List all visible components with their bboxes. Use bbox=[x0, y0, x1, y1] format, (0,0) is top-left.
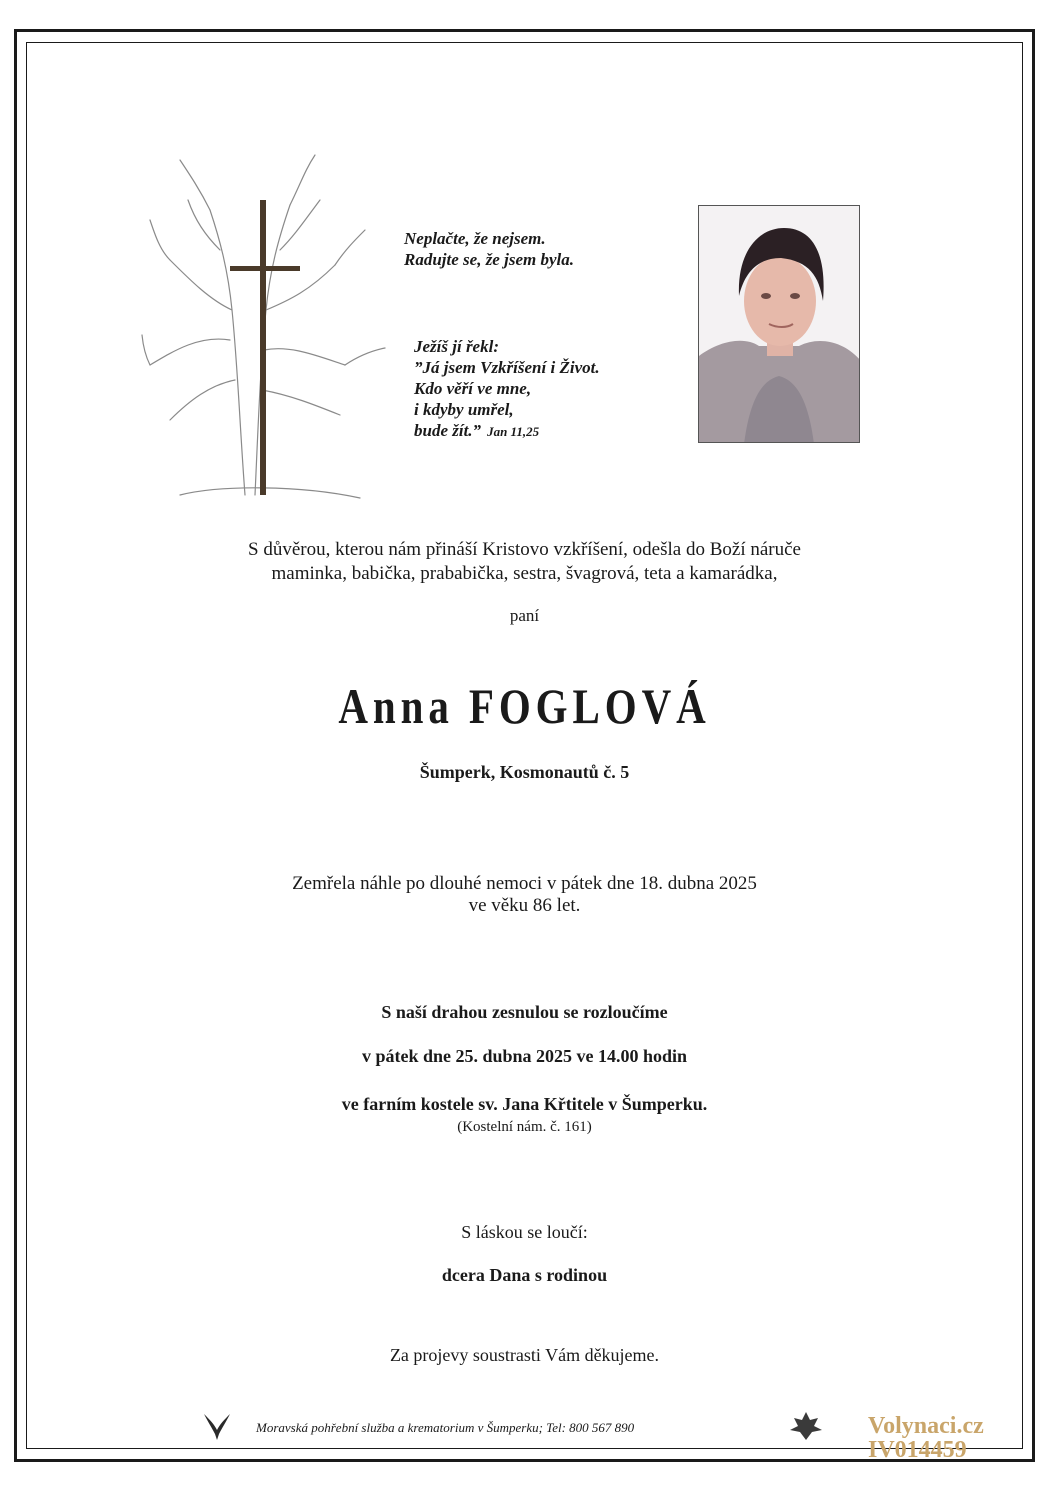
tree-with-cross-illustration bbox=[140, 150, 390, 510]
ceremony-line4: (Kostelní nám. č. 161) bbox=[457, 1119, 592, 1135]
bible-quote-line5: bude žít.” bbox=[414, 421, 482, 440]
footer-text: Moravská pohřební služba a krematorium v Šumperku; Tel: 800 567 890 bbox=[256, 1420, 635, 1435]
address: Šumperk, Kosmonautů č. 5 bbox=[419, 762, 630, 782]
farewell-label: S láskou se loučí: bbox=[461, 1222, 588, 1242]
portrait-photo bbox=[698, 205, 860, 443]
watermark-line2: IV014459 bbox=[868, 1437, 967, 1463]
family-name: dcera Dana s rodinou bbox=[441, 1265, 608, 1285]
watermark bbox=[868, 1414, 984, 1462]
death-line1: Zemřela náhle po dlouhé nemoci v pátek dne 18. dubna 2025 bbox=[292, 873, 757, 894]
watermark-line1: Volynaci.cz bbox=[868, 1413, 984, 1439]
intro-text bbox=[26, 538, 1023, 586]
bible-reference: Jan 11,25 bbox=[487, 424, 540, 439]
ceremony-line2: v pátek dne 25. dubna 2025 ve 14.00 hodin bbox=[361, 1046, 688, 1066]
quote-top-line1: Neplačte, že nejsem. bbox=[404, 229, 546, 248]
quote-top-line2: Radujte se, že jsem byla. bbox=[404, 250, 574, 269]
leaf-icon bbox=[788, 1408, 824, 1442]
ceremony-line1: S naší drahou zesnulou se rozloučíme bbox=[381, 1002, 668, 1022]
footer bbox=[200, 1408, 840, 1444]
thanks-text: Za projevy soustrasti Vám děkujeme. bbox=[389, 1345, 660, 1365]
bible-quote-line1: Ježíš jí řekl: bbox=[414, 337, 499, 356]
dove-icon bbox=[200, 1408, 234, 1442]
bible-quote-line4: i kdyby umřel, bbox=[414, 400, 514, 419]
death-line2: ve věku 86 let. bbox=[468, 895, 581, 916]
quote-top bbox=[404, 228, 574, 270]
death-info bbox=[26, 873, 1023, 917]
bible-quote-line3: Kdo věří ve mne, bbox=[414, 379, 532, 398]
intro-line1: S důvěrou, kterou nám přináší Kristovo vzkříšení, odešla do Boží náruče bbox=[248, 539, 801, 560]
intro-line2: maminka, babička, prababička, sestra, švagrová, teta a kamarádka, bbox=[271, 563, 778, 584]
bible-quote bbox=[414, 336, 600, 442]
salutation: paní bbox=[509, 606, 540, 625]
ceremony-line3: ve farním kostele sv. Jana Křtitele v Šumperku. bbox=[341, 1094, 708, 1114]
bible-quote-line2: ”Já jsem Vzkříšení i Život. bbox=[414, 358, 600, 377]
deceased-name: Anna FOGLOVÁ bbox=[338, 678, 711, 734]
